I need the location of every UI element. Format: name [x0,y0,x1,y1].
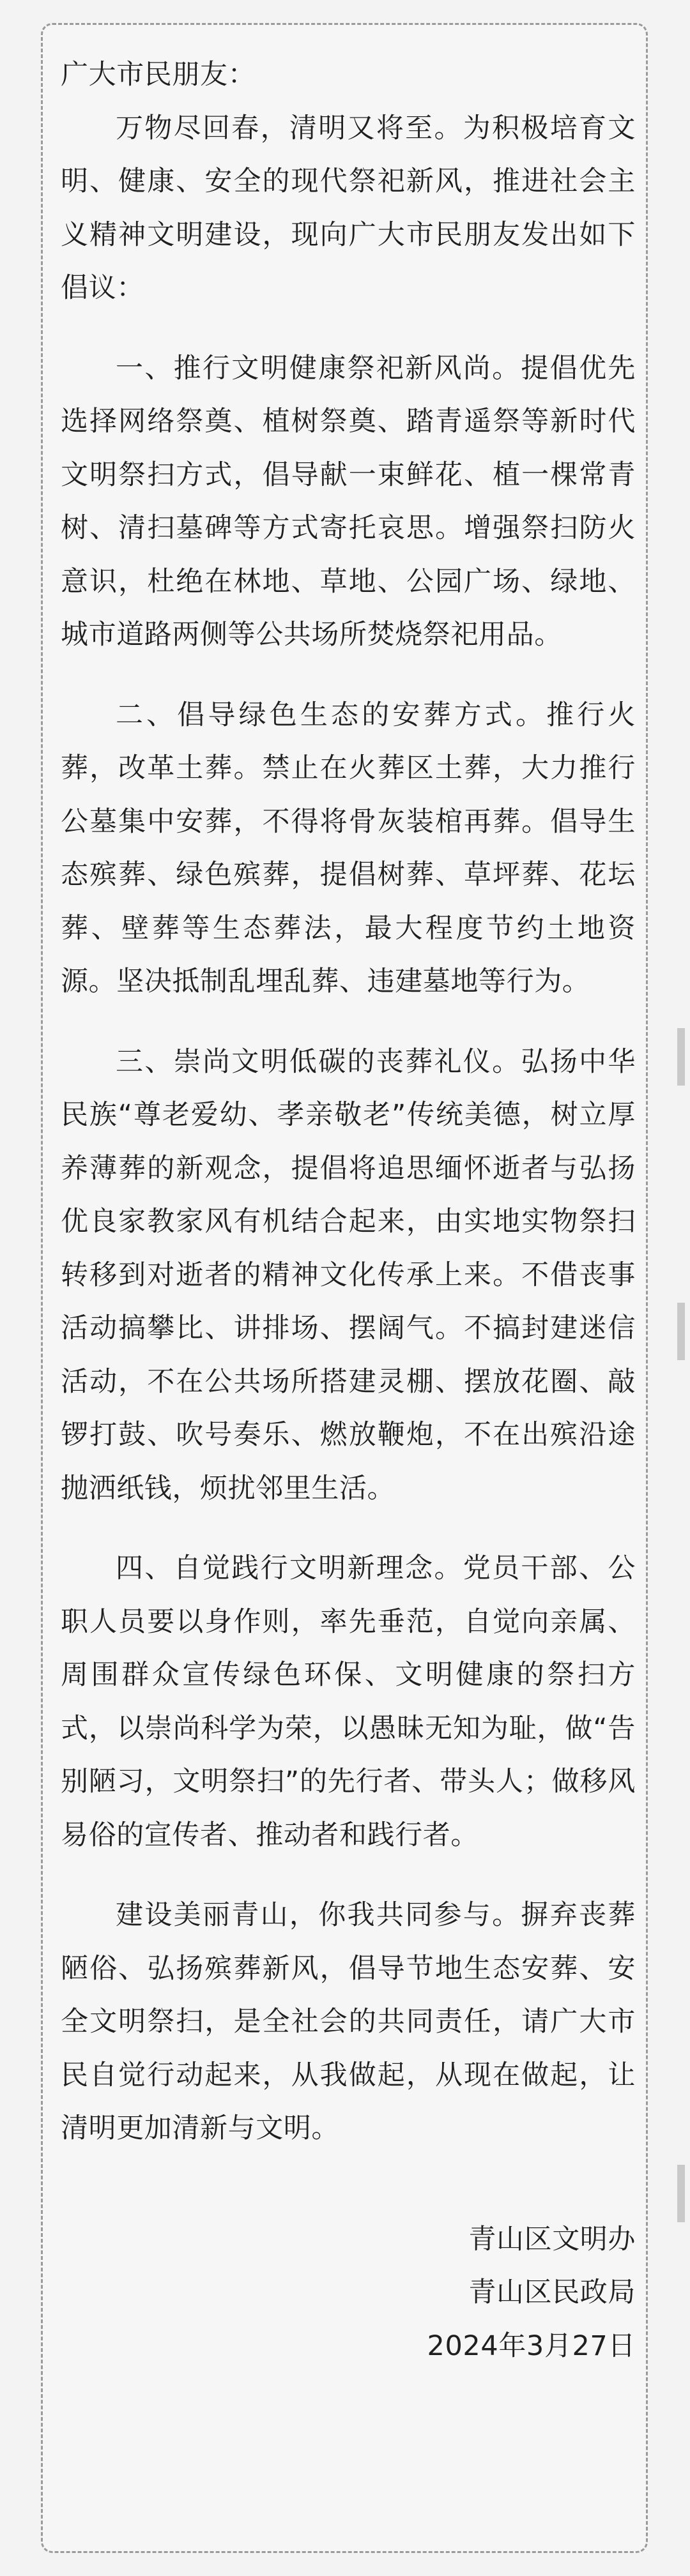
scrollbar-thumb-2[interactable] [677,1303,685,1360]
scrollbar-thumb-1[interactable] [677,1028,685,1086]
paragraph-closing: 建设美丽青山，你我共同参与。摒弃丧葬陋俗、弘扬殡葬新风，倡导节地生态安葬、安全文明祭扫，是全社会的共同责任，请广大市民自觉行动起来，从我做起，从现在做起，让清明更加清新与文明。 [61,1899,636,2144]
signature-org-civilization-office: 青山区文明办 [468,2223,636,2255]
signature-block [61,2213,636,2374]
salutation: 广大市民朋友： [61,59,256,91]
signature-date: 2024年3月27日 [427,2330,636,2362]
scrollbar-thumb-3[interactable] [677,2165,685,2222]
signature-org-civil-affairs-bureau: 青山区民政局 [468,2277,636,2308]
paragraph-intro: 万物尽回春，清明又将至。为积极培育文明、健康、安全的现代祭祀新风，推进社会主义精神文明建设，现向广大市民朋友发出如下倡议： [61,112,636,304]
paragraph-section-4: 四、自觉践行文明新理念。党员干部、公职人员要以身作则，率先垂范，自觉向亲属、周围群众宣传绿色环保、文明健康的祭扫方式，以崇尚科学为荣，以愚昧无知为耻，做“告别陋习，文明祭扫”的先行者、带头人；做移风易俗的宣传者、推动者和践行者。 [61,1552,636,1851]
proposal-document [61,49,636,2373]
paragraph-section-3: 三、崇尚文明低碳的丧葬礼仪。弘扬中华民族“尊老爱幼、孝亲敬老”传统美德，树立厚养薄葬的新观念，提倡将追思缅怀逝者与弘扬优良家教家风有机结合起来，由实地实物祭扫转移到对逝者的精神文化传承上来。不借丧事活动搞攀比、讲排场、摆阔气。不搞封建迷信活动，不在公共场所搭建灵棚、摆放花圈、敲锣打鼓、吹号奏乐、燃放鞭炮，不在出殡沿途抛洒纸钱，烦扰邻里生活。 [61,1045,636,1504]
paragraph-section-2: 二、倡导绿色生态的安葬方式。推行火葬，改革土葬。禁止在火葬区土葬，大力推行公墓集中安葬，不得将骨灰装棺再葬。倡导生态殡葬、绿色殡葬，提倡树葬、草坪葬、花坛葬、壁葬等生态葬法，最大程度节约土地资源。坚决抵制乱埋乱葬、违建墓地等行为。 [61,699,636,997]
paragraph-section-1: 一、推行文明健康祭祀新风尚。提倡优先选择网络祭奠、植树祭奠、踏青遥祭等新时代文明祭扫方式，倡导献一束鲜花、植一棵常青树、清扫墓碑等方式寄托哀思。增强祭扫防火意识，杜绝在林地、草地、公园广场、绿地、城市道路两侧等公共场所焚烧祭祀用品。 [61,352,636,651]
